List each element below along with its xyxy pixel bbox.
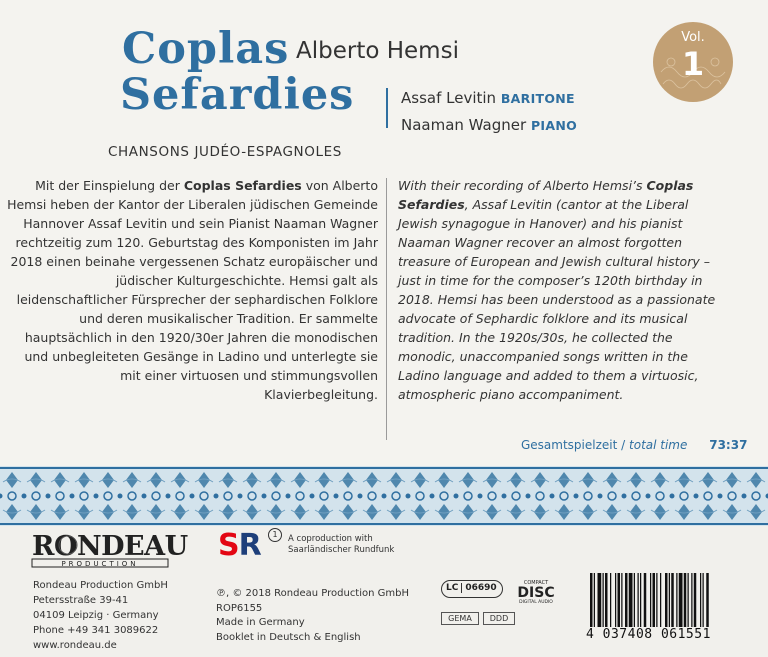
barcode-bar <box>594 573 595 627</box>
cd-top: COMPACT <box>523 580 549 586</box>
barcode-bar <box>706 573 709 627</box>
barcode-bar <box>634 573 635 627</box>
total-time-value: 73:37 <box>709 438 748 452</box>
compact-disc-icon <box>511 578 561 604</box>
performer-name: Naaman Wagner <box>401 116 527 134</box>
german-description: Mit der Einspielung der Coplas Sefardies von Alberto Hemsi heben der Kantor der Liberalen jüdischen Gemeinde Hannover Assaf Levitin und sein Pianist Naaman Wagner rechtzeitig zum 120. Geburtstag des Komponisten im Jahr 2018 einen beinahe vergessenen Schatz europäischer und jüdischer Kulturgeschichte. Hemsi galt als leidenschaftlicher Fürsprecher der sephardischen Folklore und deren musikalischer Tradition. Er sammelte hauptsächlich in den 1920/30er Jahren die monodischen und unbegleiteten Gesänge in Ladino und unterlegte sie mit einer virtuosen und stimmungsvollen Klavierbegleitung. <box>7 178 378 402</box>
barcode-bar <box>618 573 621 627</box>
barcode-bar <box>653 573 656 627</box>
barcode-bar <box>590 573 593 627</box>
title-line-2: Sefardies <box>120 70 355 120</box>
barcode-bar <box>625 573 628 627</box>
release-info <box>216 587 409 645</box>
subtitle: CHANSONS JUDÉO-ESPAGNOLES <box>108 144 342 160</box>
barcode-bar <box>610 573 611 627</box>
copyright-line: ℗, © 2018 Rondeau Production GmbH <box>216 588 410 599</box>
decorative-pattern-band <box>0 466 768 526</box>
barcode-icon <box>590 573 740 631</box>
barcode-bar <box>669 573 670 627</box>
barcode-bar <box>700 573 701 627</box>
barcode-bar <box>671 573 674 627</box>
barcode-bar <box>694 573 697 627</box>
performer-2 <box>401 116 577 134</box>
barcode-bar <box>665 573 668 627</box>
barcode-bar <box>650 573 651 627</box>
logo-text: RONDEAU <box>32 531 188 562</box>
address-line: Rondeau Production GmbH <box>33 580 168 591</box>
barcode-bar <box>603 573 604 627</box>
english-description: With their recording of Alberto Hemsi’s Coplas Sefardies, Assaf Levitin (cantor at the Liberal Jewish synagogue in Hanover) and his pianist Naaman Wagner recover an almost forgotten treasure of European and Jewish cultural history – just in time for the composer’s 120th birthday in 2018. Hemsi has been understood as a passionate advocate of Sephardic folklore and its musical tradition. In the 1920s/30s, he collected the monodic, unaccompanied songs written in the Ladino language and added to them a virtuosic, atmospheric piano accompaniment. <box>398 178 716 402</box>
composer-name: Alberto Hemsi <box>296 38 459 64</box>
column-divider <box>386 178 387 440</box>
label-address <box>33 578 168 653</box>
performer-role: PIANO <box>530 118 578 133</box>
volume-badge <box>653 22 733 102</box>
barcode-bar <box>621 573 622 627</box>
barcode-bar <box>660 573 661 627</box>
barcode-bar <box>684 573 687 627</box>
barcode-bar <box>629 573 633 627</box>
rondeau-logo <box>30 527 188 572</box>
volume-label: Vol. <box>681 30 705 45</box>
label-code-icon <box>441 580 503 598</box>
address-line: Petersstraße 39-41 <box>33 595 129 606</box>
total-time-label-en: total time <box>629 438 688 452</box>
logo-sub: PRODUCTION <box>61 560 139 568</box>
pattern-icon <box>0 466 768 526</box>
coproduction-line: Saarländischer Rundfunk <box>288 545 395 555</box>
barcode-bar <box>676 573 677 627</box>
sr-logo-r: R <box>238 528 261 563</box>
catalog-number: ROP6155 <box>216 602 263 614</box>
volume-number: 1 <box>681 45 705 83</box>
lc-number: 06690 <box>465 583 497 593</box>
made-in-line: Made in Germany <box>216 617 305 628</box>
cd-bottom: DIGITAL AUDIO <box>519 600 553 605</box>
barcode-bar <box>703 573 704 627</box>
barcode-bar <box>679 573 683 627</box>
barcode-bar <box>605 573 608 627</box>
address-line[interactable]: www.rondeau.de <box>33 640 117 651</box>
total-time-label-de: Gesamtspielzeit / <box>521 438 626 452</box>
header-divider <box>386 88 388 128</box>
barcode-bar <box>688 573 689 627</box>
sr-circle-icon: 1 <box>268 528 282 542</box>
booklet-line: Booklet in Deutsch & English <box>216 631 361 643</box>
barcode-bar <box>644 573 647 627</box>
address-line: Phone +49 341 3089622 <box>33 625 159 636</box>
performer-1 <box>401 89 575 107</box>
ddd-box: DDD <box>483 612 515 625</box>
barcode-bar <box>638 573 639 627</box>
barcode-bar <box>656 573 657 627</box>
sr-logo <box>218 528 261 563</box>
performer-role: BARITONE <box>500 91 575 106</box>
barcode-bar <box>615 573 616 627</box>
title-line-1: Coplas <box>122 24 290 74</box>
barcode-bar <box>598 573 602 627</box>
barcode-number: 4 037408 061551 <box>586 627 711 642</box>
performer-name: Assaf Levitin <box>401 89 497 107</box>
lc-prefix: LC <box>446 583 462 593</box>
cd-mid: DISC <box>517 585 555 601</box>
barcode-bar <box>691 573 692 627</box>
sr-logo-s: S <box>218 528 239 563</box>
total-time <box>521 438 747 452</box>
gema-box: GEMA <box>441 612 479 625</box>
address-line: 04109 Leipzig · Germany <box>33 610 159 621</box>
barcode-bar <box>640 573 641 627</box>
coproduction-note <box>288 534 394 556</box>
coproduction-line: A coproduction with <box>288 534 373 544</box>
